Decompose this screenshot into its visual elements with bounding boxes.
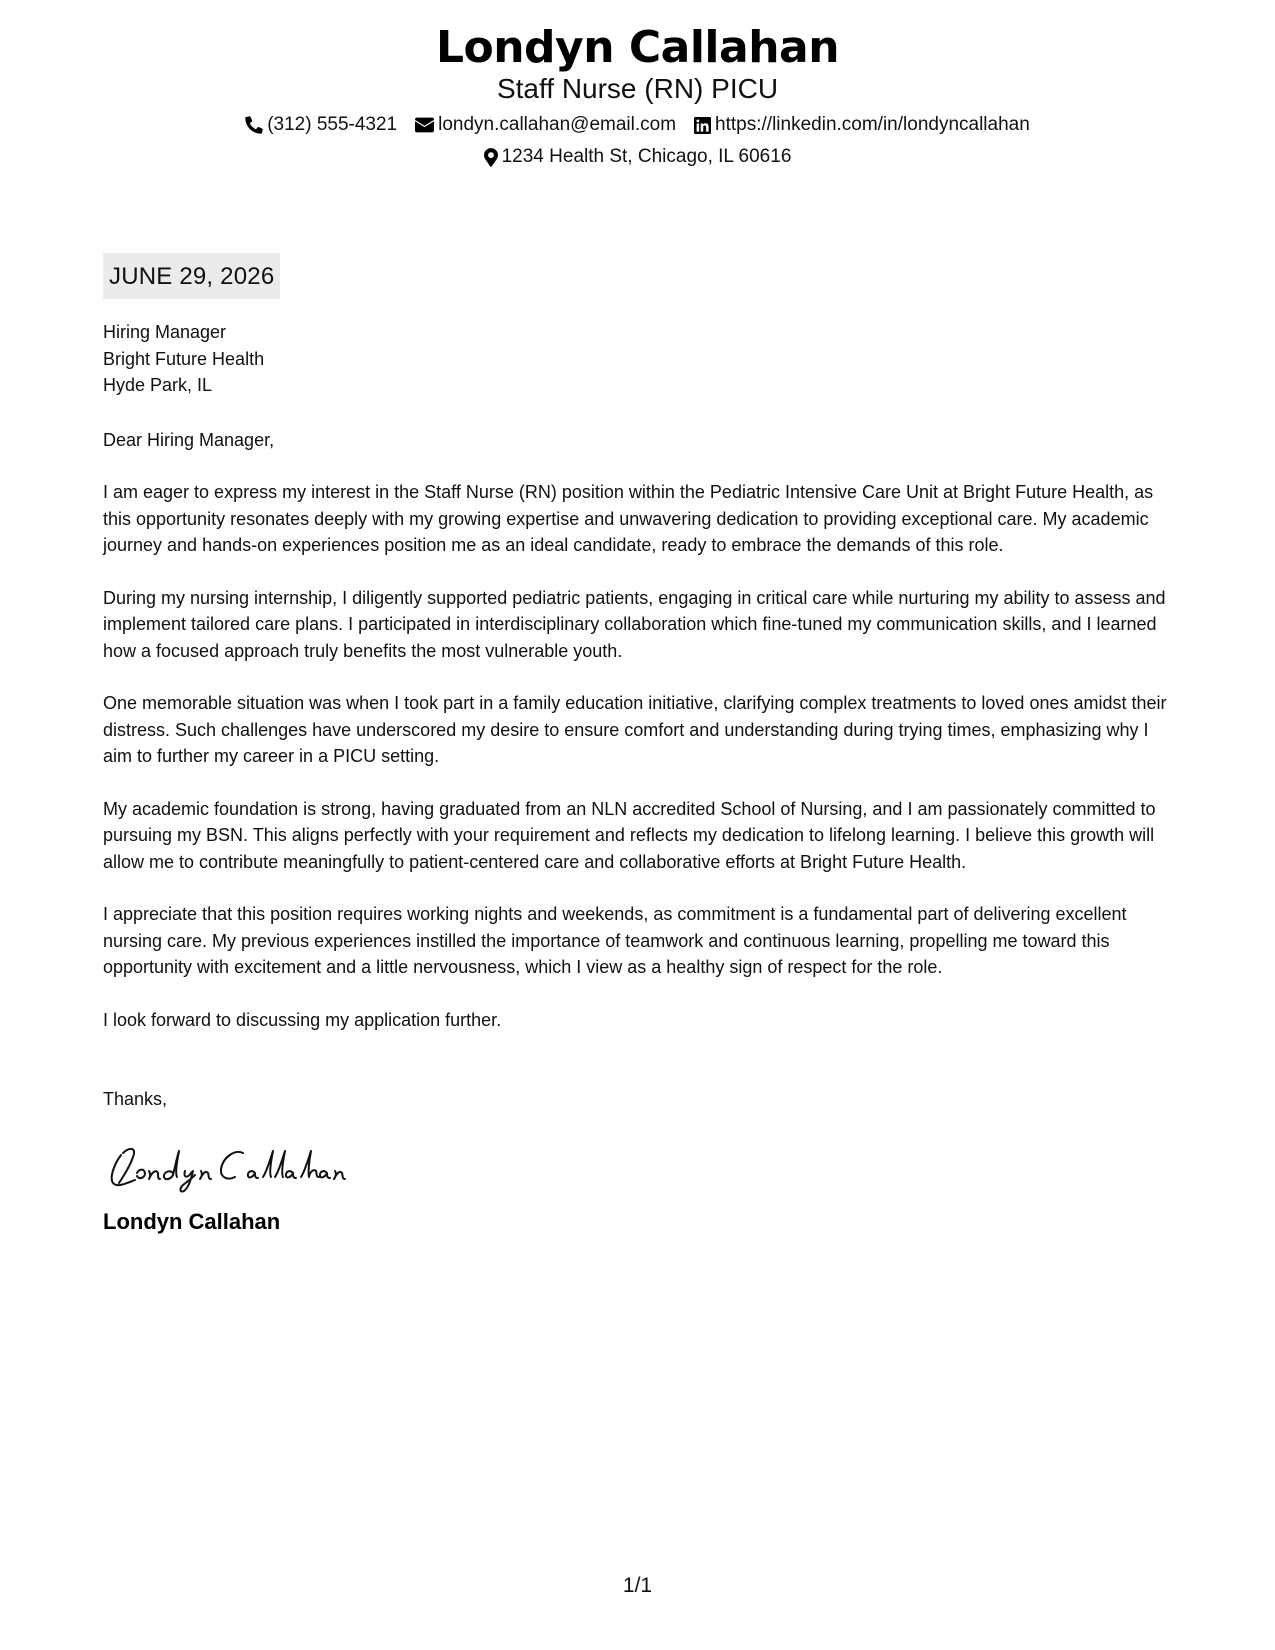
printed-name: Londyn Callahan — [103, 1208, 281, 1234]
recipient-line: Hyde Park, IL — [103, 375, 213, 395]
contact-row-address — [0, 144, 1275, 170]
recipient-line: Bright Future Health — [103, 348, 265, 369]
applicant-title: Staff Nurse (RN) PICU — [496, 73, 779, 104]
page-indicator: 1/1 — [622, 1574, 653, 1597]
contact-email[interactable] — [415, 112, 676, 138]
body-paragraph: I look forward to discussing my application further. — [103, 1009, 502, 1030]
letter-header — [0, 22, 1275, 170]
handwritten-signature — [103, 1133, 1178, 1197]
contact-linkedin[interactable] — [694, 112, 1030, 138]
signature-graphic — [103, 1133, 363, 1197]
applicant-name: Londyn Callahan — [435, 22, 840, 73]
salutation: Dear Hiring Manager, — [103, 429, 275, 450]
letter-date: JUNE 29, 2026 — [103, 253, 280, 299]
closing: Thanks, — [103, 1089, 168, 1109]
linkedin-icon — [694, 117, 711, 134]
contact-row — [0, 112, 1275, 138]
body-paragraph: One memorable situation was when I took part in a family education initiative, clarifying complex treatments to loved ones amidst their distress. Such challenges have underscored my desire to ensure comfort and understanding during trying times, emphasizing why I aim to further my career in a PICU setting. — [103, 693, 1167, 766]
body-paragraph: I am eager to express my interest in the Staff Nurse (RN) position within the Pediatric Intensive Care Unit at Bright Future Health, as this opportunity resonates deeply with my growing expertise and unwavering dedication to providing exceptional care. My academic journey and hands-on experiences position me as an ideal candidate, ready to embrace the demands of this role. — [103, 482, 1154, 555]
recipient-line: Hiring Manager — [103, 322, 227, 342]
recipient-block — [103, 319, 1178, 399]
linkedin-text: https://linkedin.com/in/londyncallahan — [715, 114, 1030, 135]
map-marker-icon — [484, 148, 498, 167]
phone-text: (312) 555-4321 — [267, 114, 398, 135]
letter-body — [103, 253, 1178, 1237]
contact-phone[interactable] — [245, 112, 397, 138]
body-paragraph: I appreciate that this position requires working nights and weekends, as commitment is a fundamental part of delivering excellent nursing care. My previous experiences instilled the importance of teamwork and continuous learning, propelling me toward this opportunity with excitement and a little nervousness, which I view as a healthy sign of respect for the role. — [103, 904, 1127, 977]
phone-icon — [245, 116, 263, 134]
address-text: 1234 Health St, Chicago, IL 60616 — [501, 146, 792, 167]
contact-address — [484, 144, 792, 170]
body-paragraph: My academic foundation is strong, having graduated from an NLN accredited School of Nursing, and I am passionately committed to pursuing my BSN. This aligns perfectly with your requirement and reflects my dedication to lifelong learning. I believe this growth will allow me to contribute meaningfully to patient-centered care and collaborative efforts at Bright Future Health. — [103, 798, 1156, 872]
body-paragraph: During my nursing internship, I diligently supported pediatric patients, engaging in critical care while nurturing my ability to assess and implement tailored care plans. I participated in interdisciplinary collaboration which fine-tuned my communication skills, and I learned how a focused approach truly benefits the most vulnerable youth. — [103, 587, 1166, 661]
email-text: londyn.callahan@email.com — [438, 114, 677, 135]
envelope-icon — [415, 117, 434, 133]
